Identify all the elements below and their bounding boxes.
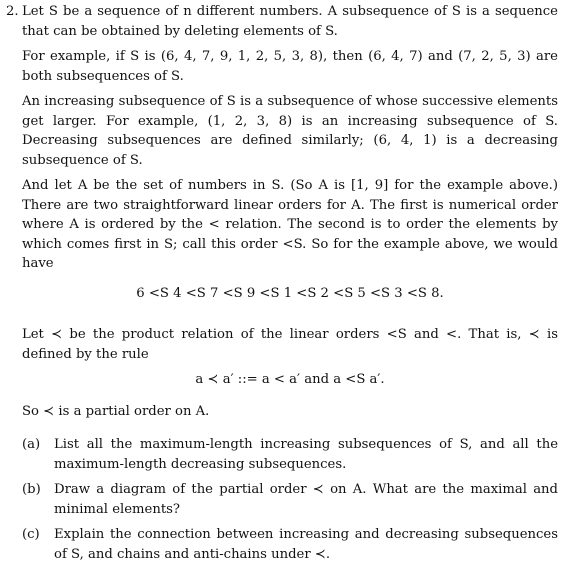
part-label: (a) xyxy=(22,437,41,452)
rule-display: a ≺ a′ ::= a < a′ and a <S a′. xyxy=(195,372,385,387)
problem-number: 2. xyxy=(6,4,19,19)
example-paragraph: For example, if S is (6, 4, 7, 9, 1, 2, 5, 3, 8), then (6, 4, 7) and (7, 2, 5, 3) are both subsequences of S. xyxy=(22,49,558,84)
part-c xyxy=(22,525,558,564)
part-text: Draw a diagram of the partial order ≺ on A. What are the maximal and minimal elements? xyxy=(54,482,558,517)
partial-order-paragraph: So ≺ is a partial order on A. xyxy=(22,403,210,419)
intro-paragraph: Let S be a sequence of n different numbers. A subsequence of S is a sequence that can be obtained by deleting elements of S. xyxy=(22,4,558,39)
product-paragraph: Let ≺ be the product relation of the linear orders <S and <. That is, ≺ is defined by the rule xyxy=(22,327,558,362)
order-display: 6 <S 4 <S 7 <S 9 <S 1 <S 2 <S 5 <S 3 <S 8. xyxy=(136,285,444,301)
part-text: Explain the connection between increasing and decreasing subsequences of S, and chains and anti-chains under ≺. xyxy=(54,527,558,562)
part-label: (b) xyxy=(22,482,41,497)
part-a xyxy=(22,435,558,474)
part-text: List all the maximum-length increasing subsequences of S, and all the maximum-length decreasing subsequences. xyxy=(54,437,558,472)
part-b xyxy=(22,480,558,519)
set-a-paragraph: And let A be the set of numbers in S. (So A is [1, 9] for the example above.) There are two straightforward linear orders for A. The first is numerical order where A is ordered by the < relation. The second is to order the elements by which comes first in S; call this order <S. So for the example above, we would have xyxy=(22,178,558,271)
increasing-paragraph: An increasing subsequence of S is a subsequence of whose successive elements get larger. For example, (1, 2, 3, 8) is an increasing subsequence of S. Decreasing subsequences are defined similarly; (6, 4, 1) is a decreasing subsequence of S. xyxy=(22,94,558,168)
problem-body xyxy=(22,2,558,570)
parts-list xyxy=(22,435,558,564)
problem-2 xyxy=(6,2,558,570)
part-label: (c) xyxy=(22,527,40,542)
